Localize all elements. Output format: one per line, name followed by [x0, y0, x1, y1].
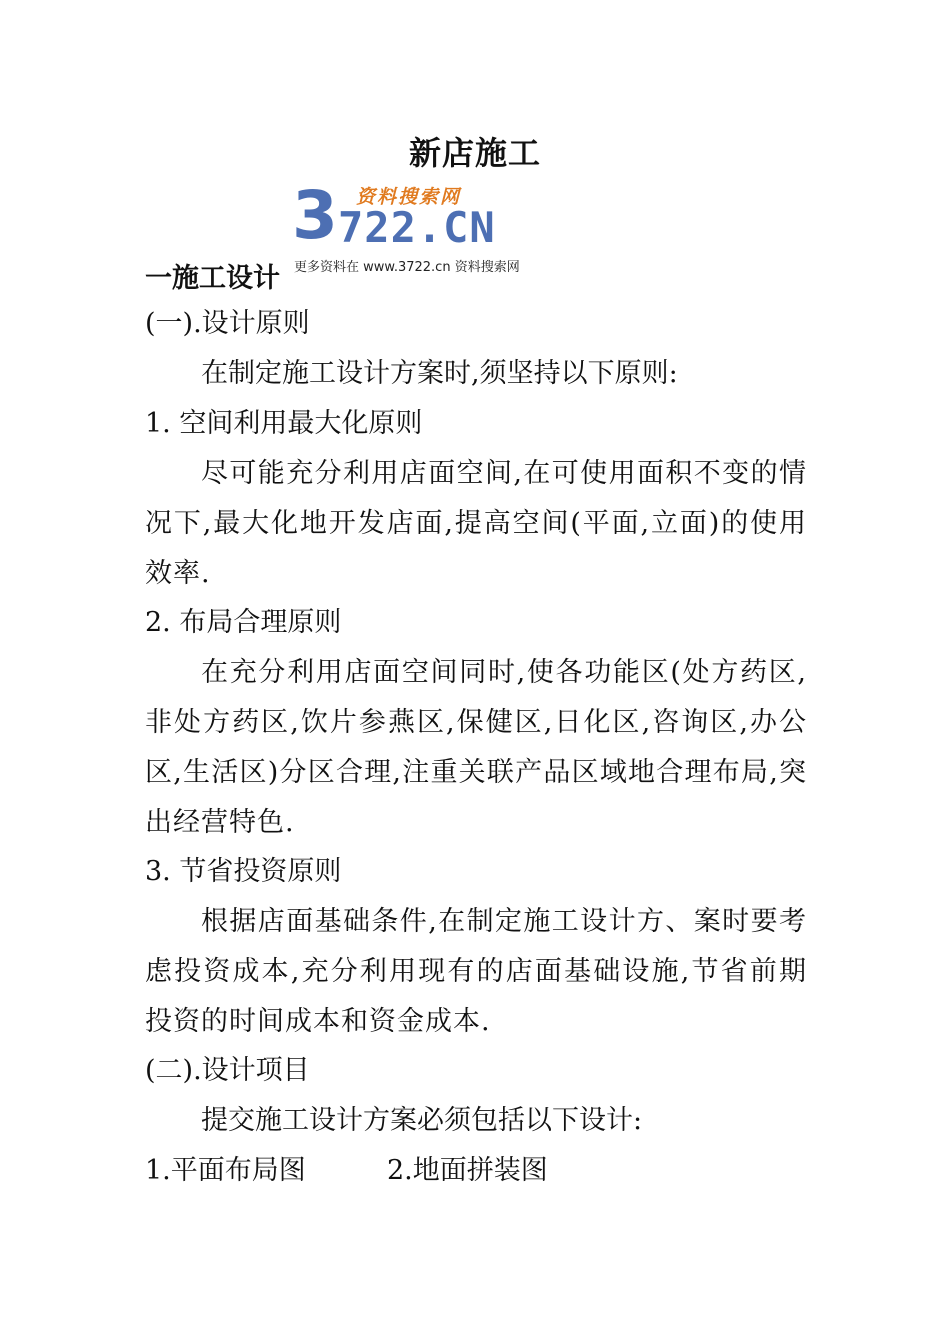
design-item-2: 2.地面拼装图: [387, 1155, 548, 1186]
document-title: 新店施工: [408, 134, 541, 172]
intro-text-2: 提交施工设计方案必须包括以下设计:: [201, 1105, 643, 1136]
logo-domain-text: 722.CN: [338, 203, 496, 252]
principle-1-body: 尽可能充分利用店面空间,在可使用面积不变的情况下,最大化地开发店面,提高空间(平面,立面)的使用效率.: [145, 458, 807, 589]
logo-tagline: 更多资料在 www.3722.cn 资料搜索网: [294, 260, 520, 275]
principle-1-title: 1. 空间利用最大化原则: [145, 408, 423, 439]
subsection-heading-2: (二).设计项目: [145, 1055, 310, 1086]
principle-2-body: 在充分利用店面空间同时,使各功能区(处方药区,非处方药区,饮片参燕区,保健区,日化区,咨询区,办公区,生活区)分区合理,注重关联产品区域地合理布局,突出经营特色.: [145, 657, 807, 838]
logo-chinese-text: 资料搜索网: [356, 186, 462, 208]
subsection-heading-1: (一).设计原则: [145, 308, 310, 339]
logo-big-digit: 3: [292, 177, 338, 254]
principle-2-title: 2. 布局合理原则: [145, 607, 342, 638]
section-heading: 一施工设计: [145, 263, 280, 294]
intro-text: 在制定施工设计方案时,须坚持以下原则:: [201, 358, 678, 389]
watermark-logo: [292, 177, 582, 275]
principle-3-title: 3. 节省投资原则: [145, 856, 342, 887]
principle-3-body: 根据店面基础条件,在制定施工设计方、案时要考虑投资成本,充分利用现有的店面基础设施,节省前期投资的时间成本和资金成本.: [145, 906, 807, 1037]
design-item-1: 1.平面布局图: [145, 1155, 306, 1186]
